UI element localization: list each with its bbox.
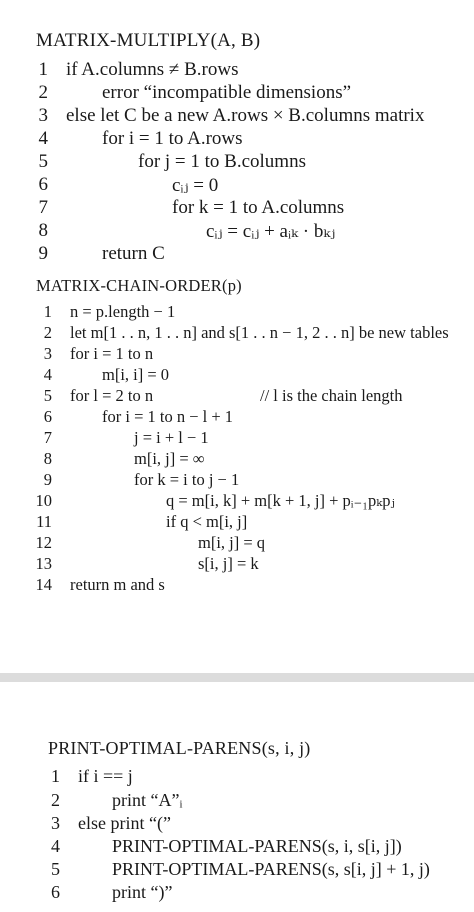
line-number: 3 [51, 813, 60, 833]
line-number: 10 [35, 491, 52, 510]
code-line: if A.columns ≠ B.rows [66, 59, 239, 80]
line-number: 1 [51, 766, 60, 786]
line-number: 4 [51, 836, 60, 856]
code-comment: // l is the chain length [260, 386, 403, 405]
line-number: 7 [43, 428, 52, 447]
procedure-title: MATRIX-MULTIPLY(A, B) [36, 30, 261, 51]
line-number: 1 [38, 59, 48, 80]
line-number: 5 [51, 859, 60, 879]
line-number: 8 [43, 449, 52, 468]
line-number: 14 [35, 575, 52, 594]
line-number: 5 [38, 151, 48, 172]
code-line: for k = 1 to A.columns [172, 197, 345, 218]
code-line: for i = 1 to A.rows [102, 128, 243, 149]
code-line: PRINT-OPTIMAL-PARENS(s, s[i, j] + 1, j) [112, 859, 430, 879]
code-line: else print “(” [78, 813, 171, 833]
code-line: return C [102, 243, 165, 264]
line-number: 6 [51, 882, 60, 902]
code-line: for k = i to j − 1 [134, 470, 240, 489]
line-number: 3 [43, 344, 52, 363]
code-line: for l = 2 to n [70, 386, 154, 405]
procedure-title: MATRIX-CHAIN-ORDER(p) [36, 276, 242, 295]
code-line: print “)” [112, 882, 173, 902]
code-line: m[i, j] = ∞ [134, 449, 205, 468]
line-number: 2 [51, 790, 60, 810]
code-line: print “A”ᵢ [112, 790, 183, 810]
code-line: q = m[i, k] + m[k + 1, j] + pᵢ₋₁pₖpⱼ [166, 491, 395, 510]
line-number: 4 [38, 128, 48, 149]
line-number: 6 [43, 407, 52, 426]
code-line: else let C be a new A.rows × B.columns matrix [66, 105, 425, 126]
code-line: PRINT-OPTIMAL-PARENS(s, i, s[i, j]) [112, 836, 402, 856]
code-line: if i == j [78, 766, 133, 786]
code-line: cᵢⱼ = 0 [172, 175, 219, 196]
line-number: 3 [38, 105, 48, 126]
line-number: 9 [38, 243, 48, 264]
code-line: if q < m[i, j] [166, 512, 248, 531]
line-number: 9 [43, 470, 52, 489]
line-number: 1 [43, 302, 52, 321]
line-number: 2 [43, 323, 52, 342]
line-number: 2 [38, 82, 48, 103]
code-line: for i = 1 to n [70, 344, 154, 363]
section-divider [0, 673, 474, 682]
line-number: 4 [43, 365, 52, 384]
code-line: m[i, j] = q [198, 533, 266, 552]
procedure-title: PRINT-OPTIMAL-PARENS(s, i, j) [48, 738, 311, 758]
line-number: 5 [43, 386, 52, 405]
line-number: 7 [38, 197, 48, 218]
line-number: 8 [38, 220, 48, 241]
code-line: s[i, j] = k [198, 554, 259, 573]
code-line: return m and s [70, 575, 165, 594]
code-line: let m[1 . . n, 1 . . n] and s[1 . . n − 1, 2 . . n] be new tables [70, 323, 449, 342]
code-line: for i = 1 to n − l + 1 [102, 407, 234, 426]
code-line: m[i, i] = 0 [102, 365, 170, 384]
line-number: 13 [35, 554, 52, 573]
line-number: 6 [38, 174, 48, 195]
code-line: error “incompatible dimensions” [102, 82, 352, 103]
code-line: for j = 1 to B.columns [138, 151, 306, 172]
code-line: n = p.length − 1 [70, 302, 176, 321]
code-line: cᵢⱼ = cᵢⱼ + aᵢₖ · bₖⱼ [206, 221, 336, 242]
line-number: 12 [35, 533, 52, 552]
code-line: j = i + l − 1 [134, 428, 209, 447]
line-number: 11 [36, 512, 52, 531]
